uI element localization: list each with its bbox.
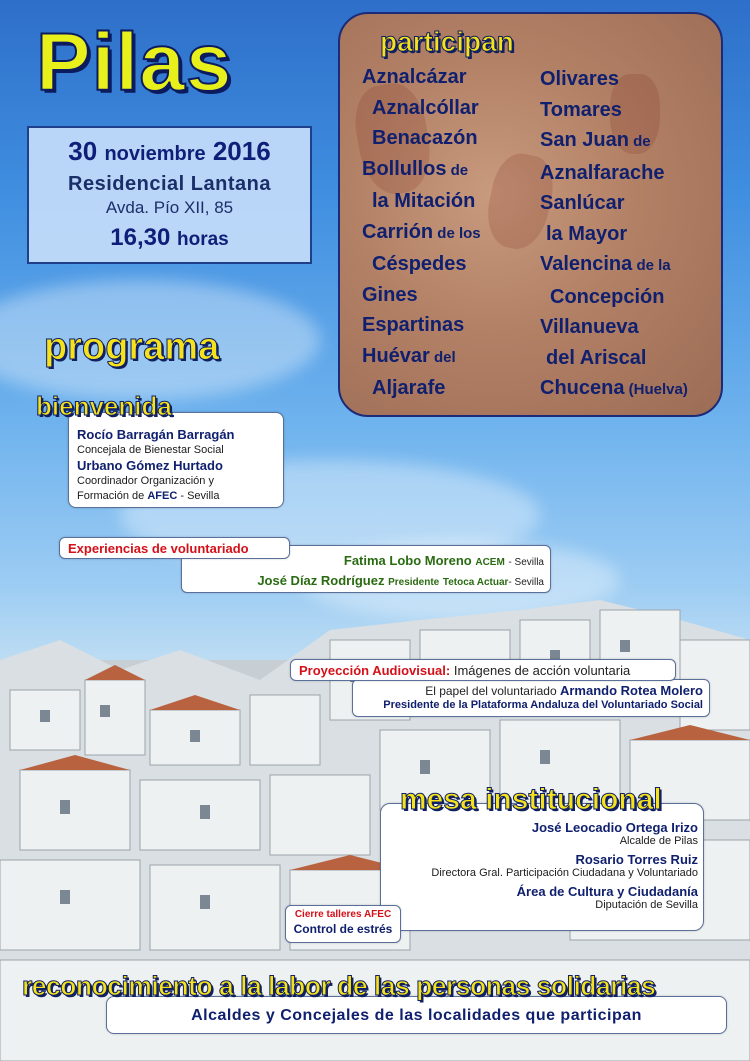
speaker-role: Concejala de Bienestar Social: [77, 444, 224, 456]
proyeccion-label: Proyección Audiovisual:: [299, 663, 451, 678]
member-role: Diputación de Sevilla: [595, 899, 698, 911]
participant-town: [362, 62, 481, 93]
mesa-institucional-heading: mesa institucional: [400, 783, 662, 816]
town-name-suffix: de los: [433, 224, 481, 242]
town-name: Concepción: [550, 285, 665, 308]
speaker-name: José Díaz Rodríguez: [257, 573, 385, 588]
speaker-line: [257, 573, 544, 588]
town-name: Benacazón: [372, 127, 478, 149]
participants-column-2: [540, 64, 688, 406]
town-name-suffix: del: [429, 348, 456, 366]
event-day: 30: [68, 136, 98, 166]
town-name-suffix: de: [628, 133, 651, 150]
participant-town: [540, 282, 688, 313]
town-name: la Mayor: [546, 222, 628, 245]
town-name: del Ariscal: [546, 346, 647, 369]
town-name: Carrión: [362, 220, 434, 243]
speaker-name: Rocío Barragán Barragán: [77, 427, 235, 442]
participant-town: [540, 249, 688, 282]
city-name: - Sevilla: [508, 577, 544, 588]
participants-heading: participan: [380, 26, 514, 57]
town-name: San Juan: [540, 129, 629, 151]
participant-town: [362, 123, 481, 154]
org-name: Tetoca Actuar: [442, 577, 509, 588]
cierre-label: Cierre talleres AFEC: [294, 909, 392, 920]
participant-town: [362, 249, 481, 280]
page-title: Pilas: [36, 17, 233, 108]
speaker-role-line: Coordinador Organización y: [77, 475, 214, 487]
speaker-name: Fatima Lobo Moreno: [343, 553, 472, 568]
participant-town: [540, 125, 688, 158]
talk-title: El papel del voluntariado: [425, 684, 557, 698]
participant-town: [362, 310, 481, 341]
town-name-suffix: (Huelva): [624, 381, 688, 398]
speaker-role: Presidente: [388, 577, 440, 588]
member-role: Alcalde de Pilas: [619, 835, 698, 847]
town-name: Aljarafe: [372, 377, 446, 399]
talk-line: [353, 683, 703, 698]
town-name: Olivares: [540, 68, 619, 90]
participant-town: [362, 186, 481, 217]
reconocimiento-heading: reconocimiento a la labor de las personas solidarias: [22, 971, 656, 1001]
event-address: Avda. Pío XII, 85: [105, 198, 234, 217]
town-name-suffix: de: [446, 161, 469, 179]
participant-town: [540, 312, 688, 343]
mesa-institucional-box: [380, 803, 704, 931]
participant-town: [362, 341, 481, 374]
event-year: 2016: [212, 136, 271, 166]
town-name: Bollullos: [362, 157, 447, 180]
town-name: Espartinas: [362, 314, 465, 336]
participant-town: [540, 64, 688, 95]
town-name: Chucena: [540, 377, 625, 399]
speaker-name: Urbano Gómez Hurtado: [77, 458, 223, 473]
speaker-line: [344, 553, 544, 568]
event-date: [29, 136, 310, 167]
town-name: la Mitación: [372, 190, 476, 212]
programa-heading: programa: [44, 326, 220, 368]
city-name: - Sevilla: [180, 490, 220, 502]
participant-town: [362, 280, 481, 311]
event-time: [29, 224, 310, 252]
city-name: - Sevilla: [508, 557, 544, 568]
town-name: Aznalfarache: [540, 161, 665, 184]
event-info-box: [27, 126, 312, 264]
experiencias-label: Experiencias de voluntariado: [59, 537, 290, 559]
speaker-role: Presidente de la Plataforma Andaluza del Voluntariado Social: [383, 699, 703, 711]
participant-town: [540, 188, 688, 219]
town-name: Tomares: [540, 98, 622, 121]
event-venue: Residencial Lantana: [68, 173, 271, 195]
bienvenida-box: [68, 412, 284, 508]
participants-column-1: [362, 62, 481, 404]
voluntariado-talk-box: [352, 679, 710, 717]
participant-town: [540, 95, 688, 126]
town-name: Gines: [362, 283, 418, 306]
proyeccion-description: Imágenes de acción voluntaria: [453, 663, 631, 678]
event-hour: 16,30: [110, 224, 171, 251]
org-name: AFEC: [147, 490, 178, 502]
participant-town: [362, 154, 481, 187]
participant-town: [362, 373, 481, 404]
town-name-suffix: de la: [632, 257, 671, 274]
org-name: ACEM: [475, 557, 505, 568]
participant-town: [540, 158, 688, 189]
participant-town: [362, 93, 481, 124]
town-name: Valencina: [540, 253, 633, 275]
event-month: noviembre: [104, 143, 206, 165]
member-name: Rosario Torres Ruiz: [575, 852, 698, 867]
town-name: Villanueva: [540, 316, 639, 338]
town-name: Céspedes: [372, 253, 467, 275]
event-time-unit: horas: [176, 229, 229, 250]
town-name: Huévar: [362, 344, 430, 367]
speaker-role: [77, 474, 283, 504]
cierre-box: [285, 905, 401, 943]
reconocimiento-box: Alcaldes y Concejales de las localidades que participan: [106, 996, 727, 1034]
town-name: Sanlúcar: [540, 192, 625, 214]
town-name: Aznalcázar: [362, 66, 467, 88]
member-name: Área de Cultura y Ciudadanía: [516, 884, 698, 899]
speaker-name: Armando Rotea Molero: [559, 683, 703, 698]
proyeccion-box: [290, 659, 676, 681]
participant-town: [540, 343, 688, 374]
participant-town: [540, 373, 688, 406]
participant-town: [540, 219, 688, 250]
town-name: Aznalcóllar: [372, 96, 479, 119]
bienvenida-heading: bienvenida: [36, 391, 172, 421]
member-role: Directora Gral. Participación Ciudadana y Voluntariado: [431, 867, 698, 879]
member-name: José Leocadio Ortega Irizo: [531, 820, 698, 835]
cierre-activity: Control de estrés: [293, 922, 393, 936]
participant-town: [362, 217, 481, 250]
speaker-role-line: Formación de: [77, 490, 145, 502]
